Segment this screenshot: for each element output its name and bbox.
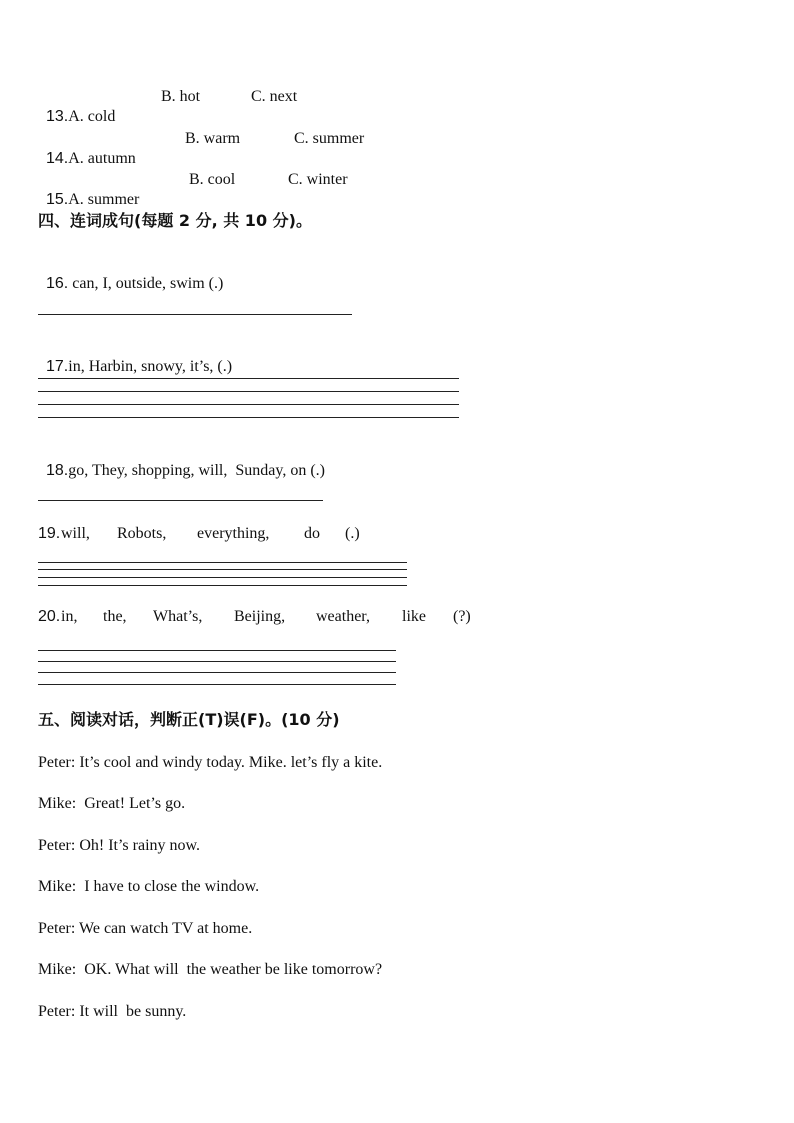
question-text: in, Harbin, snowy, it’s, (.) [68, 358, 233, 375]
answer-line [38, 562, 407, 563]
option-a: A. cold [68, 108, 116, 125]
answer-line [38, 672, 396, 673]
option-c: C. winter [288, 171, 348, 188]
word: in, [61, 608, 78, 625]
answer-line [38, 404, 459, 405]
dialogue-line: Peter: It will be sunny. [38, 1003, 187, 1020]
word: What’s, [153, 608, 203, 625]
option-b: B. warm [185, 130, 241, 147]
option-c: C. next [251, 88, 298, 105]
question-19 [38, 524, 478, 544]
word: weather, [316, 608, 370, 625]
answer-line [38, 585, 407, 586]
dialogue-line: Mike: Great! Let’s go. [38, 795, 186, 812]
question-number: 20. [38, 608, 61, 625]
question-number: 16. [46, 275, 69, 292]
option-a: A. autumn [68, 150, 136, 167]
question-text: go, They, shopping, will, Sunday, on (.) [68, 462, 325, 479]
answer-line [38, 569, 407, 570]
answer-line [38, 684, 396, 685]
question-number: 13. [46, 108, 69, 125]
option-b: B. hot [161, 88, 201, 105]
question-number: 17. [46, 358, 69, 375]
answer-line [38, 661, 396, 662]
section-5-heading: 五、阅读对话，判断正(T)误(F)。(10 分) [38, 710, 340, 729]
word: everything, [197, 525, 270, 542]
option-a: A. summer [68, 191, 140, 208]
question-number: 15. [46, 191, 69, 208]
word: will, [61, 525, 90, 542]
question-16 [38, 254, 223, 294]
answer-line [38, 378, 459, 379]
answer-line [38, 500, 323, 501]
question-20 [38, 607, 478, 627]
section-4-heading: 四、连词成句(每题 2 分, 共 10 分)。 [38, 211, 312, 230]
question-number: 19. [38, 525, 61, 542]
option-c: C. summer [294, 130, 365, 147]
word: the, [103, 608, 127, 625]
word: Robots, [117, 525, 167, 542]
dialogue-line: Peter: Oh! It’s rainy now. [38, 837, 201, 854]
word: (.) [345, 525, 360, 542]
question-number: 18. [46, 462, 69, 479]
word: Beijing, [234, 608, 286, 625]
answer-line [38, 577, 407, 578]
dialogue-line: Peter: We can watch TV at home. [38, 920, 253, 937]
dialogue-line: Peter: It’s cool and windy today. Mike. let’s fly a kite. [38, 754, 383, 771]
answer-line [38, 314, 352, 315]
dialogue-line: Mike: I have to close the window. [38, 878, 260, 895]
question-text: can, I, outside, swim (.) [68, 275, 224, 292]
word: (?) [453, 608, 471, 625]
answer-line [38, 417, 459, 418]
question-18 [38, 441, 325, 481]
word: like [402, 608, 426, 625]
dialogue-line: Mike: OK. What will the weather be like tomorrow? [38, 961, 383, 978]
answer-line [38, 391, 459, 392]
answer-line [38, 650, 396, 651]
question-number: 14. [46, 150, 69, 167]
word: do [304, 525, 320, 542]
question-17 [38, 337, 232, 377]
option-b: B. cool [189, 171, 236, 188]
